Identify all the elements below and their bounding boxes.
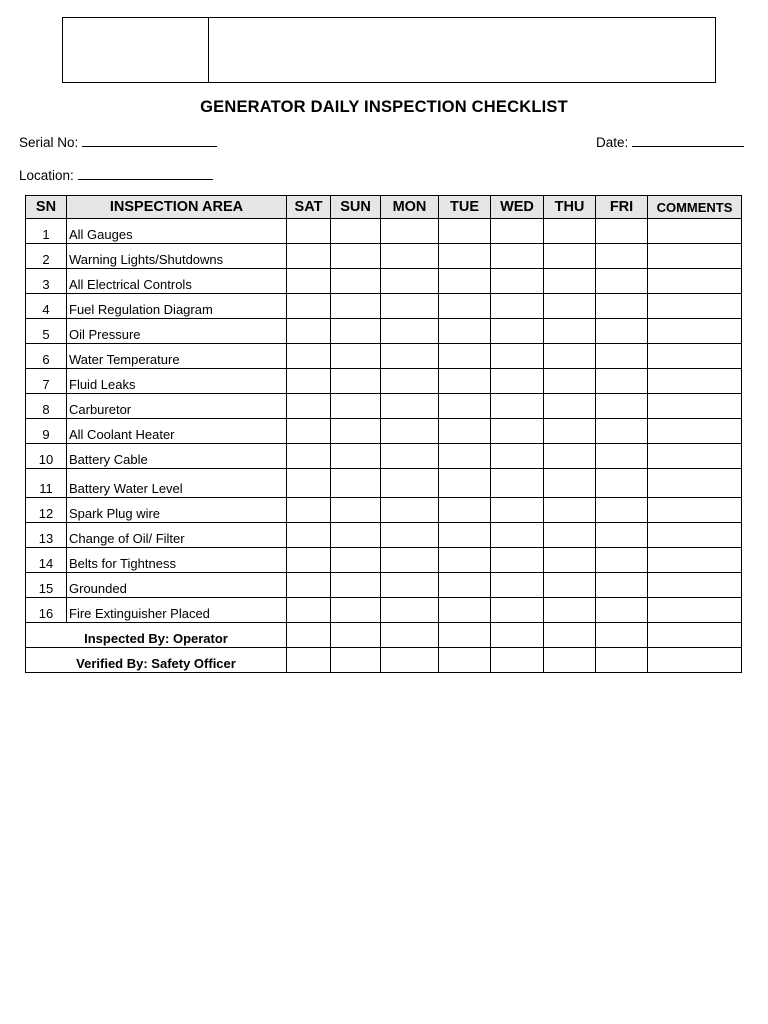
signoff-cell[interactable] (439, 648, 491, 673)
day-check-cell[interactable] (287, 598, 331, 623)
day-check-cell[interactable] (331, 219, 381, 244)
day-check-cell[interactable] (491, 219, 544, 244)
row-sn: 6 (26, 344, 67, 369)
day-check-cell[interactable] (331, 394, 381, 419)
row-inspection-area: Fuel Regulation Diagram (67, 294, 287, 319)
day-check-cell[interactable] (596, 548, 648, 573)
table-row (26, 419, 742, 444)
comments-cell[interactable] (648, 344, 742, 369)
row-sn: 2 (26, 244, 67, 269)
header-sn: SN (26, 196, 67, 219)
day-check-cell[interactable] (491, 319, 544, 344)
comments-cell[interactable] (648, 394, 742, 419)
header-day: WED (491, 196, 544, 219)
day-check-cell[interactable] (491, 369, 544, 394)
row-inspection-area: All Gauges (67, 219, 287, 244)
day-check-cell[interactable] (287, 344, 331, 369)
day-check-cell[interactable] (439, 344, 491, 369)
day-check-cell[interactable] (491, 394, 544, 419)
day-check-cell[interactable] (596, 598, 648, 623)
day-check-cell[interactable] (287, 244, 331, 269)
day-check-cell[interactable] (544, 394, 596, 419)
day-check-cell[interactable] (381, 369, 439, 394)
day-check-cell[interactable] (439, 498, 491, 523)
row-inspection-area: Change of Oil/ Filter (67, 523, 287, 548)
day-check-cell[interactable] (439, 419, 491, 444)
day-check-cell[interactable] (544, 498, 596, 523)
row-inspection-area: All Coolant Heater (67, 419, 287, 444)
row-sn: 9 (26, 419, 67, 444)
day-check-cell[interactable] (287, 394, 331, 419)
row-inspection-area: All Electrical Controls (67, 269, 287, 294)
table-header-row (26, 196, 742, 219)
inspection-checklist-table (25, 195, 742, 673)
row-sn: 11 (26, 469, 67, 498)
day-check-cell[interactable] (331, 573, 381, 598)
table-row (26, 548, 742, 573)
header-day: TUE (439, 196, 491, 219)
day-check-cell[interactable] (331, 369, 381, 394)
day-check-cell[interactable] (331, 269, 381, 294)
row-inspection-area: Battery Cable (67, 444, 287, 469)
row-inspection-area: Belts for Tightness (67, 548, 287, 573)
inspected-by-row (26, 623, 742, 648)
document-header-box (62, 17, 716, 83)
day-check-cell[interactable] (439, 598, 491, 623)
day-check-cell[interactable] (544, 244, 596, 269)
row-sn: 8 (26, 394, 67, 419)
location-blank[interactable] (78, 167, 213, 180)
day-check-cell[interactable] (596, 419, 648, 444)
day-check-cell[interactable] (381, 419, 439, 444)
day-check-cell[interactable] (491, 419, 544, 444)
comments-cell[interactable] (648, 598, 742, 623)
day-check-cell[interactable] (596, 269, 648, 294)
day-check-cell[interactable] (381, 523, 439, 548)
day-check-cell[interactable] (491, 523, 544, 548)
signoff-cell[interactable] (287, 648, 331, 673)
day-check-cell[interactable] (544, 419, 596, 444)
day-check-cell[interactable] (491, 344, 544, 369)
signoff-cell[interactable] (439, 623, 491, 648)
day-check-cell[interactable] (381, 469, 439, 498)
day-check-cell[interactable] (544, 219, 596, 244)
comments-cell[interactable] (648, 219, 742, 244)
row-inspection-area: Fire Extinguisher Placed (67, 598, 287, 623)
day-check-cell[interactable] (381, 294, 439, 319)
comments-cell[interactable] (648, 548, 742, 573)
day-check-cell[interactable] (381, 244, 439, 269)
signoff-cell[interactable] (331, 623, 381, 648)
serial-number-field (19, 134, 217, 150)
comments-cell[interactable] (648, 244, 742, 269)
day-check-cell[interactable] (596, 344, 648, 369)
row-sn: 3 (26, 269, 67, 294)
day-check-cell[interactable] (596, 469, 648, 498)
day-check-cell[interactable] (287, 498, 331, 523)
day-check-cell[interactable] (544, 294, 596, 319)
day-check-cell[interactable] (287, 269, 331, 294)
comments-cell[interactable] (648, 319, 742, 344)
table-row (26, 498, 742, 523)
day-check-cell[interactable] (596, 573, 648, 598)
row-inspection-area: Water Temperature (67, 344, 287, 369)
table-row (26, 219, 742, 244)
day-check-cell[interactable] (491, 244, 544, 269)
day-check-cell[interactable] (439, 394, 491, 419)
day-check-cell[interactable] (544, 344, 596, 369)
row-inspection-area: Grounded (67, 573, 287, 598)
day-check-cell[interactable] (544, 469, 596, 498)
day-check-cell[interactable] (596, 244, 648, 269)
header-inspection-area: INSPECTION AREA (67, 196, 287, 219)
signoff-cell[interactable] (381, 623, 439, 648)
day-check-cell[interactable] (381, 394, 439, 419)
day-check-cell[interactable] (439, 523, 491, 548)
day-check-cell[interactable] (287, 419, 331, 444)
row-inspection-area: Fluid Leaks (67, 369, 287, 394)
location-label: Location: (19, 168, 74, 183)
table-row (26, 573, 742, 598)
row-sn: 16 (26, 598, 67, 623)
day-check-cell[interactable] (287, 444, 331, 469)
day-check-cell[interactable] (439, 369, 491, 394)
row-sn: 13 (26, 523, 67, 548)
row-sn: 7 (26, 369, 67, 394)
day-check-cell[interactable] (331, 523, 381, 548)
day-check-cell[interactable] (491, 498, 544, 523)
signoff-cell[interactable] (596, 623, 648, 648)
day-check-cell[interactable] (544, 444, 596, 469)
comments-cell[interactable] (648, 523, 742, 548)
day-check-cell[interactable] (287, 294, 331, 319)
day-check-cell[interactable] (331, 598, 381, 623)
day-check-cell[interactable] (439, 573, 491, 598)
day-check-cell[interactable] (491, 469, 544, 498)
day-check-cell[interactable] (331, 244, 381, 269)
signoff-cell[interactable] (331, 648, 381, 673)
row-inspection-area: Warning Lights/Shutdowns (67, 244, 287, 269)
day-check-cell[interactable] (491, 573, 544, 598)
row-sn: 5 (26, 319, 67, 344)
serial-number-blank[interactable] (82, 134, 217, 147)
day-check-cell[interactable] (439, 444, 491, 469)
day-check-cell[interactable] (544, 319, 596, 344)
day-check-cell[interactable] (439, 294, 491, 319)
day-check-cell[interactable] (381, 548, 439, 573)
table-row (26, 269, 742, 294)
day-check-cell[interactable] (331, 319, 381, 344)
comments-cell[interactable] (648, 573, 742, 598)
day-check-cell[interactable] (439, 548, 491, 573)
day-check-cell[interactable] (331, 419, 381, 444)
row-sn: 15 (26, 573, 67, 598)
comments-cell[interactable] (648, 269, 742, 294)
day-check-cell[interactable] (287, 573, 331, 598)
day-check-cell[interactable] (439, 469, 491, 498)
table-row (26, 319, 742, 344)
day-check-cell[interactable] (381, 319, 439, 344)
page-title: GENERATOR DAILY INSPECTION CHECKLIST (200, 98, 568, 116)
day-check-cell[interactable] (287, 219, 331, 244)
day-check-cell[interactable] (596, 294, 648, 319)
header-day: FRI (596, 196, 648, 219)
day-check-cell[interactable] (544, 523, 596, 548)
day-check-cell[interactable] (491, 548, 544, 573)
signoff-cell[interactable] (491, 648, 544, 673)
day-check-cell[interactable] (491, 598, 544, 623)
verified-by-label: Verified By: Safety Officer (26, 648, 287, 673)
day-check-cell[interactable] (491, 269, 544, 294)
row-sn: 4 (26, 294, 67, 319)
day-check-cell[interactable] (491, 444, 544, 469)
row-inspection-area: Spark Plug wire (67, 498, 287, 523)
row-sn: 10 (26, 444, 67, 469)
comments-cell[interactable] (648, 294, 742, 319)
header-comments: COMMENTS (648, 196, 742, 219)
table-row (26, 244, 742, 269)
signoff-comments-cell[interactable] (648, 648, 742, 673)
day-check-cell[interactable] (331, 548, 381, 573)
signoff-cell[interactable] (544, 623, 596, 648)
comments-cell[interactable] (648, 498, 742, 523)
day-check-cell[interactable] (596, 319, 648, 344)
row-sn: 12 (26, 498, 67, 523)
day-check-cell[interactable] (331, 344, 381, 369)
day-check-cell[interactable] (381, 598, 439, 623)
signoff-cell[interactable] (596, 648, 648, 673)
day-check-cell[interactable] (544, 548, 596, 573)
day-check-cell[interactable] (596, 394, 648, 419)
checklist-body (26, 219, 742, 673)
day-check-cell[interactable] (381, 344, 439, 369)
day-check-cell[interactable] (381, 573, 439, 598)
table-row (26, 344, 742, 369)
company-info-cell (209, 18, 715, 82)
comments-cell[interactable] (648, 469, 742, 498)
table-row (26, 369, 742, 394)
day-check-cell[interactable] (331, 469, 381, 498)
day-check-cell[interactable] (596, 219, 648, 244)
day-check-cell[interactable] (287, 548, 331, 573)
day-check-cell[interactable] (381, 269, 439, 294)
date-blank[interactable] (632, 134, 744, 147)
comments-cell[interactable] (648, 369, 742, 394)
day-check-cell[interactable] (287, 319, 331, 344)
header-day: SUN (331, 196, 381, 219)
comments-cell[interactable] (648, 444, 742, 469)
day-check-cell[interactable] (287, 469, 331, 498)
signoff-comments-cell[interactable] (648, 623, 742, 648)
day-check-cell[interactable] (596, 369, 648, 394)
day-check-cell[interactable] (596, 498, 648, 523)
day-check-cell[interactable] (381, 498, 439, 523)
day-check-cell[interactable] (439, 319, 491, 344)
table-row (26, 469, 742, 498)
table-row (26, 523, 742, 548)
day-check-cell[interactable] (287, 369, 331, 394)
day-check-cell[interactable] (331, 444, 381, 469)
day-check-cell[interactable] (381, 219, 439, 244)
date-label: Date: (596, 135, 629, 150)
day-check-cell[interactable] (544, 573, 596, 598)
signoff-cell[interactable] (287, 623, 331, 648)
day-check-cell[interactable] (544, 369, 596, 394)
comments-cell[interactable] (648, 419, 742, 444)
day-check-cell[interactable] (491, 294, 544, 319)
date-field (596, 134, 744, 150)
day-check-cell[interactable] (596, 523, 648, 548)
header-day: THU (544, 196, 596, 219)
row-sn: 14 (26, 548, 67, 573)
table-row (26, 294, 742, 319)
day-check-cell[interactable] (596, 444, 648, 469)
day-check-cell[interactable] (544, 269, 596, 294)
header-day: MON (381, 196, 439, 219)
day-check-cell[interactable] (287, 523, 331, 548)
row-sn: 1 (26, 219, 67, 244)
inspected-by-label: Inspected By: Operator (26, 623, 287, 648)
table-row (26, 444, 742, 469)
day-check-cell[interactable] (439, 244, 491, 269)
day-check-cell[interactable] (439, 219, 491, 244)
day-check-cell[interactable] (439, 269, 491, 294)
logo-cell (63, 18, 209, 82)
serial-number-label: Serial No: (19, 135, 79, 150)
day-check-cell[interactable] (331, 294, 381, 319)
header-day: SAT (287, 196, 331, 219)
table-row (26, 598, 742, 623)
row-inspection-area: Oil Pressure (67, 319, 287, 344)
verified-by-row (26, 648, 742, 673)
table-row (26, 394, 742, 419)
signoff-cell[interactable] (544, 648, 596, 673)
row-inspection-area: Carburetor (67, 394, 287, 419)
location-field (19, 167, 213, 183)
signoff-cell[interactable] (491, 623, 544, 648)
day-check-cell[interactable] (544, 598, 596, 623)
day-check-cell[interactable] (331, 498, 381, 523)
day-check-cell[interactable] (381, 444, 439, 469)
row-inspection-area: Battery Water Level (67, 469, 287, 498)
signoff-cell[interactable] (381, 648, 439, 673)
